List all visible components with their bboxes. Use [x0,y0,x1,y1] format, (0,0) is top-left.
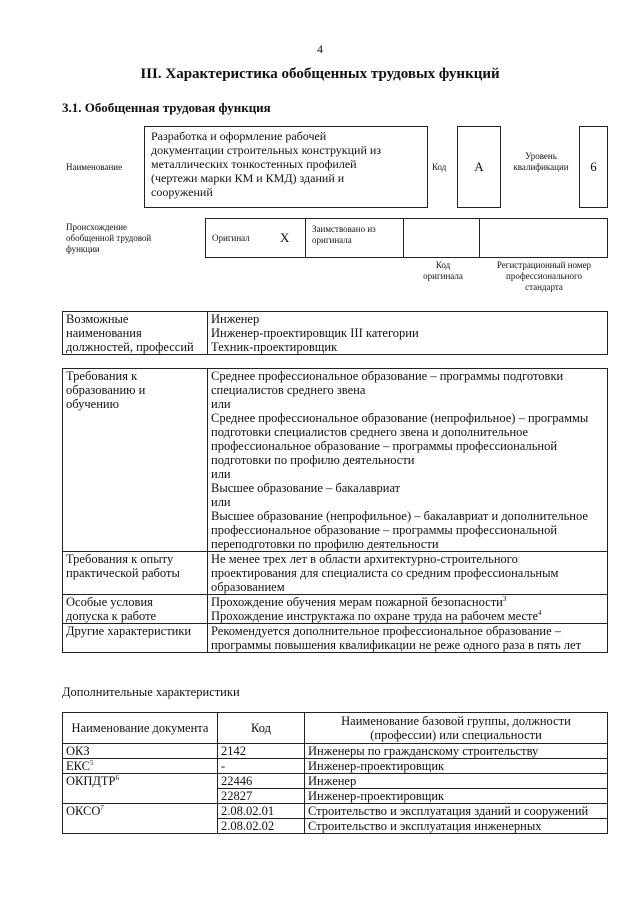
level-label [503,151,579,173]
positions-table [62,311,608,355]
requirement-label-line: Особые условия [66,595,153,609]
requirement-label-line: практической работы [66,566,180,580]
function-name-line: (чертежи марки КМ и КМД) зданий и [151,171,345,185]
footnote-ref: 7 [100,803,104,812]
additional-header-cell [218,713,305,744]
level-label-line: квалификации [513,162,569,172]
requirement-label-line: Другие характеристики [66,624,192,638]
reg-number-label [480,260,608,293]
requirement-line: подготовки специалистов среднего звена и дополнительное [211,425,529,439]
document-cell: ОКСО$^7$ [63,804,218,819]
additional-header-row [63,713,608,744]
requirement-label [63,595,208,624]
positions-label-line: наименования [66,326,142,340]
code-cell: - [218,759,305,774]
requirement-line: Не менее трех лет в области архитектурно-строительного [211,552,518,566]
additional-row [63,759,608,774]
header-line: (профессии) или специальности [370,728,542,742]
header-line: Наименование базовой группы, должности [341,714,571,728]
requirement-label-line: Требования к [66,369,138,383]
borrowed-label-line: Заимствовано из [312,224,376,234]
name-cell: Инженеры по гражданскому строительству [305,744,608,759]
reg-number-label-line: стандарта [525,282,563,292]
additional-header-cell [63,713,218,744]
name-cell: Инженер [305,774,608,789]
requirement-line: или [211,467,231,481]
requirement-value [208,624,608,653]
name-cell: Инженер-проектировщик [305,789,608,804]
document-cell: ЕКС$^5$ [63,759,218,774]
page-number: 4 [317,42,323,56]
header-line: Код [251,721,271,735]
code-original-label-line: оригинала [423,271,463,281]
level-label-line: Уровень [525,151,557,161]
requirement-label-line: допуска к работе [66,609,157,623]
borrowed-label-line: оригинала [312,235,352,245]
name-cell: Инженер-проектировщик [305,759,608,774]
additional-row [63,789,608,804]
requirement-line: профессиональное образование – программы профессиональной [211,439,558,453]
function-name-box [144,126,428,208]
footnote-ref: 6 [115,773,120,782]
requirement-label [63,624,208,653]
requirement-label-line: образованию и [66,383,146,397]
function-name-line: металлических тонкостенных профилей [151,157,357,171]
level-box: 6 [579,126,608,208]
additional-row [63,819,608,834]
requirement-line: Высшее образование – бакалавриат [211,481,401,495]
requirement-row [63,595,608,624]
position-name: Инженер [211,312,260,326]
additional-header-cell [305,713,608,744]
original-mark: Х [280,230,290,245]
function-name-line: сооружений [151,185,213,199]
requirement-line: специалистов среднего звена [211,383,366,397]
requirement-line: Прохождение инструктажа по охране труда на рабочем месте$^4$ [211,608,542,623]
requirement-line: образованием [211,580,285,594]
requirement-row [63,552,608,595]
document-cell: ОКЗ [63,744,218,759]
origin-row [205,218,608,258]
code-cell: 22446 [218,774,305,789]
requirement-line: Рекомендуется дополнительное профессиональное образование – [211,624,562,638]
requirement-line: подготовки по профилю деятельности [211,453,415,467]
code-cell: 22827 [218,789,305,804]
code-original-label [412,260,474,282]
requirement-line: программы повышения квалификации не реже одного раза в пять лет [211,638,582,652]
reg-number-label-line: профессионального [506,271,582,281]
origin-label-line: функции [66,244,100,254]
position-name: Техник-проектировщик [211,340,338,354]
origin-label [66,222,151,255]
document-cell [63,789,218,804]
name-cell: Строительство и эксплуатация инженерных [305,819,608,834]
positions-label-line: должностей, профессий [66,340,194,354]
requirement-line: Высшее образование (непрофильное) – бакалавриат и дополнительное [211,509,588,523]
requirement-line: или [211,397,231,411]
additional-row [63,804,608,819]
positions-label-line: Возможные [66,312,129,326]
code-cell: 2.08.02.01 [218,804,305,819]
origin-label-line: Происхождение [66,222,128,232]
requirement-row [63,369,608,552]
borrowed-label [312,224,376,246]
additional-table [62,712,608,834]
subsection-title: 3.1. Обобщенная трудовая функция [62,100,271,115]
additional-row [63,744,608,759]
requirement-line: или [211,495,231,509]
name-label: Наименование [66,162,123,172]
original-label: Оригинал [212,233,250,243]
header-line: Наименование документа [71,721,209,735]
requirement-value [208,595,608,624]
additional-row [63,774,608,789]
section-title: III. Характеристика обобщенных трудовых функций [140,66,500,82]
requirement-line: Среднее профессиональное образование – программы подготовки [211,369,564,383]
requirement-label-line: обучению [66,397,119,411]
code-label: Код [432,162,447,172]
requirement-line: профессиональное образование – программы профессиональной [211,523,558,537]
requirements-table [62,368,608,653]
name-cell: Строительство и эксплуатация зданий и сооружений [305,804,608,819]
reg-number-label-line: Регистрационный номер [496,260,592,270]
document-cell [63,819,218,834]
positions-values [208,312,608,355]
code-original-label-line: Код [435,260,451,270]
footnote-ref: 3 [502,594,507,603]
requirement-line: Прохождение обучения мерам пожарной безопасности$^3$ [211,594,507,609]
code-box: А [457,126,501,208]
requirement-value [208,552,608,595]
footnote-ref: 5 [90,758,94,767]
requirement-line: Среднее профессиональное образование (непрофильное) – программы [211,411,589,425]
additional-title: Дополнительные характеристики [62,685,240,699]
requirement-value [208,369,608,552]
function-name-line: документации строительных конструкций из [151,143,382,157]
code-cell: 2142 [218,744,305,759]
code-cell: 2.08.02.02 [218,819,305,834]
document-cell: ОКПДТР$^6$ [63,774,218,789]
footnote-ref: 4 [538,608,542,617]
requirement-label-line: Требования к опыту [66,552,174,566]
requirement-label [63,369,208,552]
positions-label [63,312,208,355]
position-name: Инженер-проектировщик III категории [211,326,419,340]
requirement-line: проектирования для специалиста со средним профессиональным [211,566,559,580]
function-name-line: Разработка и оформление рабочей [151,129,327,143]
requirement-label [63,552,208,595]
requirement-line: переподготовки по профилю деятельности [211,537,439,551]
origin-label-line: обобщенной трудовой [66,233,152,243]
requirement-row [63,624,608,653]
